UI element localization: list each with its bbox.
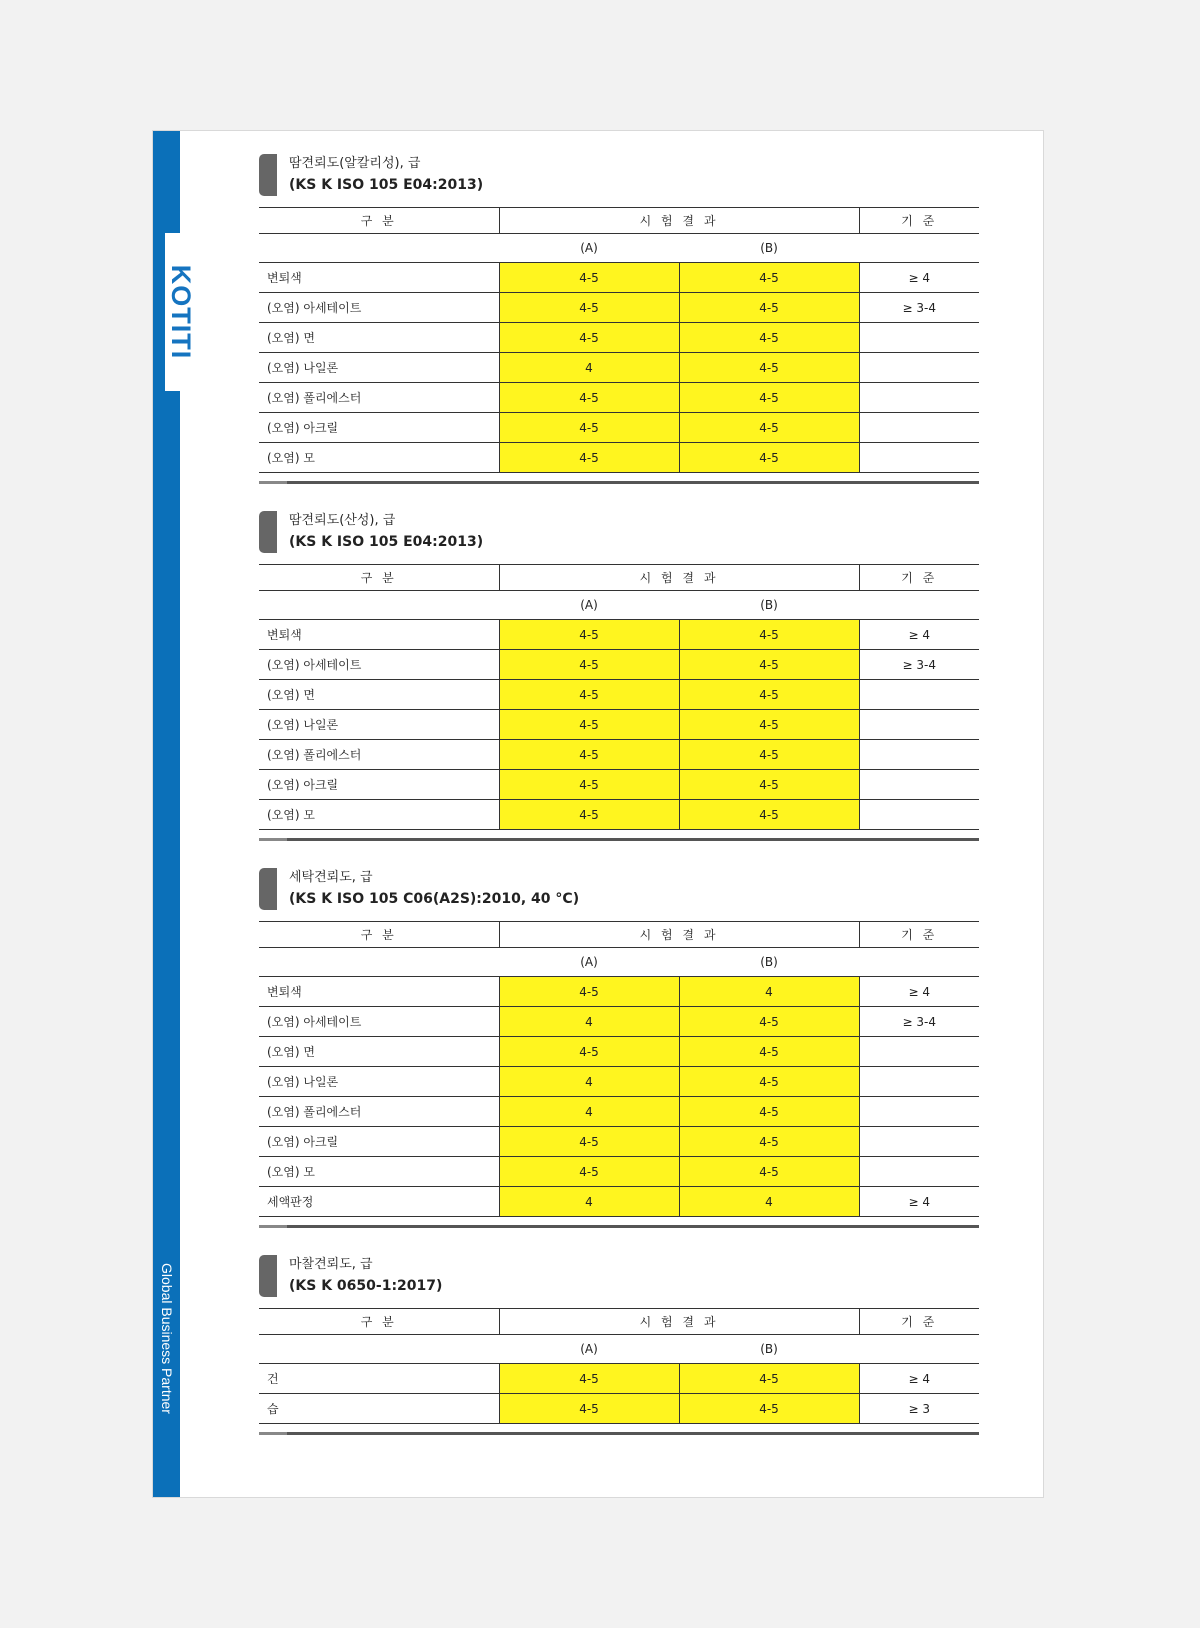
table-row — [259, 323, 979, 353]
table-header-row — [259, 208, 979, 234]
value-a: 4 — [499, 1097, 679, 1127]
header-criteria: 기 준 — [859, 1309, 979, 1335]
subheader-blank — [859, 234, 979, 263]
value-a: 4-5 — [499, 1394, 679, 1424]
value-a: 4-5 — [499, 1127, 679, 1157]
value-a: 4-5 — [499, 413, 679, 443]
section-title: 땀견뢰도(산성), 급 — [289, 513, 396, 528]
table-row — [259, 620, 979, 650]
criteria-value: ≥ 4 — [859, 263, 979, 293]
criteria-value — [859, 710, 979, 740]
value-a: 4 — [499, 1187, 679, 1217]
header-results: 시 험 결 과 — [499, 1309, 859, 1335]
value-b: 4-5 — [679, 740, 859, 770]
header-sample-b: (B) — [679, 1335, 859, 1364]
criteria-value — [859, 1037, 979, 1067]
header-category: 구 분 — [259, 208, 499, 234]
row-label: (오염) 면 — [259, 323, 499, 353]
row-label: (오염) 나일론 — [259, 353, 499, 383]
table-row — [259, 710, 979, 740]
value-b: 4-5 — [679, 620, 859, 650]
value-b: 4-5 — [679, 263, 859, 293]
criteria-value: ≥ 4 — [859, 620, 979, 650]
row-label: (오염) 폴리에스터 — [259, 383, 499, 413]
row-label: (오염) 아세테이트 — [259, 293, 499, 323]
table-row — [259, 1067, 979, 1097]
value-a: 4-5 — [499, 680, 679, 710]
row-label: 변퇴색 — [259, 620, 499, 650]
section-title: 땀견뢰도(알칼리성), 급 — [289, 156, 421, 171]
header-sample-b: (B) — [679, 234, 859, 263]
table-row — [259, 383, 979, 413]
subheader-blank — [859, 1335, 979, 1364]
value-b: 4-5 — [679, 1067, 859, 1097]
table-row — [259, 977, 979, 1007]
table-row — [259, 1157, 979, 1187]
section-title: 마찰견뢰도, 급 — [289, 1257, 373, 1272]
section-marker — [259, 868, 277, 910]
table-subheader-row — [259, 591, 979, 620]
criteria-value — [859, 413, 979, 443]
criteria-value — [859, 800, 979, 830]
row-label: 변퇴색 — [259, 977, 499, 1007]
value-a: 4-5 — [499, 1157, 679, 1187]
value-b: 4 — [679, 1187, 859, 1217]
criteria-value — [859, 680, 979, 710]
section-divider — [259, 1225, 979, 1228]
logo-tab — [165, 233, 197, 391]
row-label: (오염) 아크릴 — [259, 1127, 499, 1157]
table-row — [259, 740, 979, 770]
value-a: 4-5 — [499, 323, 679, 353]
value-b: 4-5 — [679, 1097, 859, 1127]
row-label: (오염) 아세테이트 — [259, 1007, 499, 1037]
value-a: 4-5 — [499, 383, 679, 413]
divider-tick — [259, 481, 287, 484]
table-header-row — [259, 565, 979, 591]
row-label: (오염) 모 — [259, 443, 499, 473]
table-row — [259, 293, 979, 323]
value-a: 4-5 — [499, 293, 679, 323]
header-sample-b: (B) — [679, 591, 859, 620]
subheader-blank — [259, 1335, 499, 1364]
results-table — [259, 207, 979, 473]
value-b: 4-5 — [679, 353, 859, 383]
brand-sidebar — [153, 131, 196, 1497]
section-rubbing — [259, 1254, 979, 1435]
subheader-blank — [859, 948, 979, 977]
header-sample-b: (B) — [679, 948, 859, 977]
table-row — [259, 263, 979, 293]
header-sample-a: (A) — [499, 1335, 679, 1364]
divider-tick — [259, 1225, 287, 1228]
section-divider — [259, 838, 979, 841]
criteria-value — [859, 323, 979, 353]
table-row — [259, 1007, 979, 1037]
criteria-value — [859, 383, 979, 413]
section-divider — [259, 481, 979, 484]
value-a: 4-5 — [499, 770, 679, 800]
header-sample-a: (A) — [499, 948, 679, 977]
header-category: 구 분 — [259, 565, 499, 591]
criteria-value — [859, 443, 979, 473]
header-results: 시 험 결 과 — [499, 922, 859, 948]
value-b: 4-5 — [679, 443, 859, 473]
section-header — [259, 153, 979, 197]
table-subheader-row — [259, 1335, 979, 1364]
value-b: 4-5 — [679, 323, 859, 353]
subheader-blank — [859, 591, 979, 620]
section-marker — [259, 154, 277, 196]
results-table — [259, 564, 979, 830]
results-table — [259, 1308, 979, 1424]
value-a: 4-5 — [499, 620, 679, 650]
report-content — [259, 153, 979, 1435]
value-b: 4-5 — [679, 650, 859, 680]
row-label: (오염) 아세테이트 — [259, 650, 499, 680]
row-label: (오염) 아크릴 — [259, 413, 499, 443]
section-divider — [259, 1432, 979, 1435]
table-subheader-row — [259, 234, 979, 263]
table-subheader-row — [259, 948, 979, 977]
criteria-value — [859, 353, 979, 383]
value-a: 4 — [499, 1007, 679, 1037]
divider-tick — [259, 1432, 287, 1435]
value-b: 4 — [679, 977, 859, 1007]
value-a: 4 — [499, 1067, 679, 1097]
value-b: 4-5 — [679, 413, 859, 443]
value-a: 4-5 — [499, 650, 679, 680]
row-label: 습 — [259, 1394, 499, 1424]
header-results: 시 험 결 과 — [499, 208, 859, 234]
value-b: 4-5 — [679, 293, 859, 323]
section-header — [259, 1254, 979, 1298]
header-sample-a: (A) — [499, 591, 679, 620]
section-marker — [259, 511, 277, 553]
value-a: 4 — [499, 353, 679, 383]
subheader-blank — [259, 234, 499, 263]
header-category: 구 분 — [259, 1309, 499, 1335]
value-a: 4-5 — [499, 1364, 679, 1394]
section-marker — [259, 1255, 277, 1297]
value-b: 4-5 — [679, 1394, 859, 1424]
row-label: 건 — [259, 1364, 499, 1394]
header-category: 구 분 — [259, 922, 499, 948]
section-header — [259, 510, 979, 554]
table-header-row — [259, 922, 979, 948]
criteria-value — [859, 770, 979, 800]
value-a: 4-5 — [499, 710, 679, 740]
value-b: 4-5 — [679, 680, 859, 710]
table-row — [259, 1127, 979, 1157]
criteria-value — [859, 1127, 979, 1157]
table-row — [259, 680, 979, 710]
row-label: (오염) 나일론 — [259, 710, 499, 740]
section-standard: (KS K 0650-1:2017) — [289, 1278, 443, 1294]
value-b: 4-5 — [679, 770, 859, 800]
value-a: 4-5 — [499, 740, 679, 770]
row-label: (오염) 폴리에스터 — [259, 1097, 499, 1127]
section-perspiration-acid — [259, 510, 979, 841]
value-b: 4-5 — [679, 1364, 859, 1394]
section-standard: (KS K ISO 105 C06(A2S):2010, 40 °C) — [289, 891, 580, 907]
section-washing — [259, 867, 979, 1228]
row-label: (오염) 아크릴 — [259, 770, 499, 800]
subheader-blank — [259, 591, 499, 620]
divider-tick — [259, 838, 287, 841]
header-sample-a: (A) — [499, 234, 679, 263]
table-row — [259, 1364, 979, 1394]
value-a: 4-5 — [499, 443, 679, 473]
criteria-value — [859, 1097, 979, 1127]
table-header-row — [259, 1309, 979, 1335]
row-label: (오염) 폴리에스터 — [259, 740, 499, 770]
value-b: 4-5 — [679, 710, 859, 740]
header-criteria: 기 준 — [859, 565, 979, 591]
table-row — [259, 1097, 979, 1127]
criteria-value: ≥ 4 — [859, 977, 979, 1007]
criteria-value — [859, 1157, 979, 1187]
table-row — [259, 650, 979, 680]
value-b: 4-5 — [679, 1157, 859, 1187]
table-row — [259, 770, 979, 800]
section-title: 세탁견뢰도, 급 — [289, 870, 373, 885]
section-standard: (KS K ISO 105 E04:2013) — [289, 177, 484, 193]
criteria-value: ≥ 3-4 — [859, 293, 979, 323]
subheader-blank — [259, 948, 499, 977]
header-results: 시 험 결 과 — [499, 565, 859, 591]
row-label: 변퇴색 — [259, 263, 499, 293]
row-label: 세액판정 — [259, 1187, 499, 1217]
row-label: (오염) 모 — [259, 1157, 499, 1187]
value-a: 4-5 — [499, 800, 679, 830]
row-label: (오염) 면 — [259, 680, 499, 710]
section-header — [259, 867, 979, 911]
sidebar-tagline: Global Business Partner — [159, 1263, 175, 1414]
criteria-value: ≥ 4 — [859, 1187, 979, 1217]
value-a: 4-5 — [499, 1037, 679, 1067]
criteria-value: ≥ 3-4 — [859, 1007, 979, 1037]
kotiti-logo: KOTITI — [166, 264, 196, 360]
row-label: (오염) 모 — [259, 800, 499, 830]
criteria-value: ≥ 3-4 — [859, 650, 979, 680]
criteria-value — [859, 740, 979, 770]
report-page — [152, 130, 1044, 1498]
header-criteria: 기 준 — [859, 208, 979, 234]
results-table — [259, 921, 979, 1217]
table-row — [259, 353, 979, 383]
criteria-value — [859, 1067, 979, 1097]
value-b: 4-5 — [679, 1007, 859, 1037]
section-perspiration-alkaline — [259, 153, 979, 484]
value-b: 4-5 — [679, 1127, 859, 1157]
criteria-value: ≥ 4 — [859, 1364, 979, 1394]
value-a: 4-5 — [499, 977, 679, 1007]
value-b: 4-5 — [679, 1037, 859, 1067]
table-row — [259, 1037, 979, 1067]
table-row — [259, 1187, 979, 1217]
row-label: (오염) 면 — [259, 1037, 499, 1067]
table-row — [259, 413, 979, 443]
table-row — [259, 800, 979, 830]
criteria-value: ≥ 3 — [859, 1394, 979, 1424]
header-criteria: 기 준 — [859, 922, 979, 948]
table-row — [259, 443, 979, 473]
table-row — [259, 1394, 979, 1424]
section-standard: (KS K ISO 105 E04:2013) — [289, 534, 484, 550]
value-b: 4-5 — [679, 383, 859, 413]
row-label: (오염) 나일론 — [259, 1067, 499, 1097]
value-b: 4-5 — [679, 800, 859, 830]
value-a: 4-5 — [499, 263, 679, 293]
